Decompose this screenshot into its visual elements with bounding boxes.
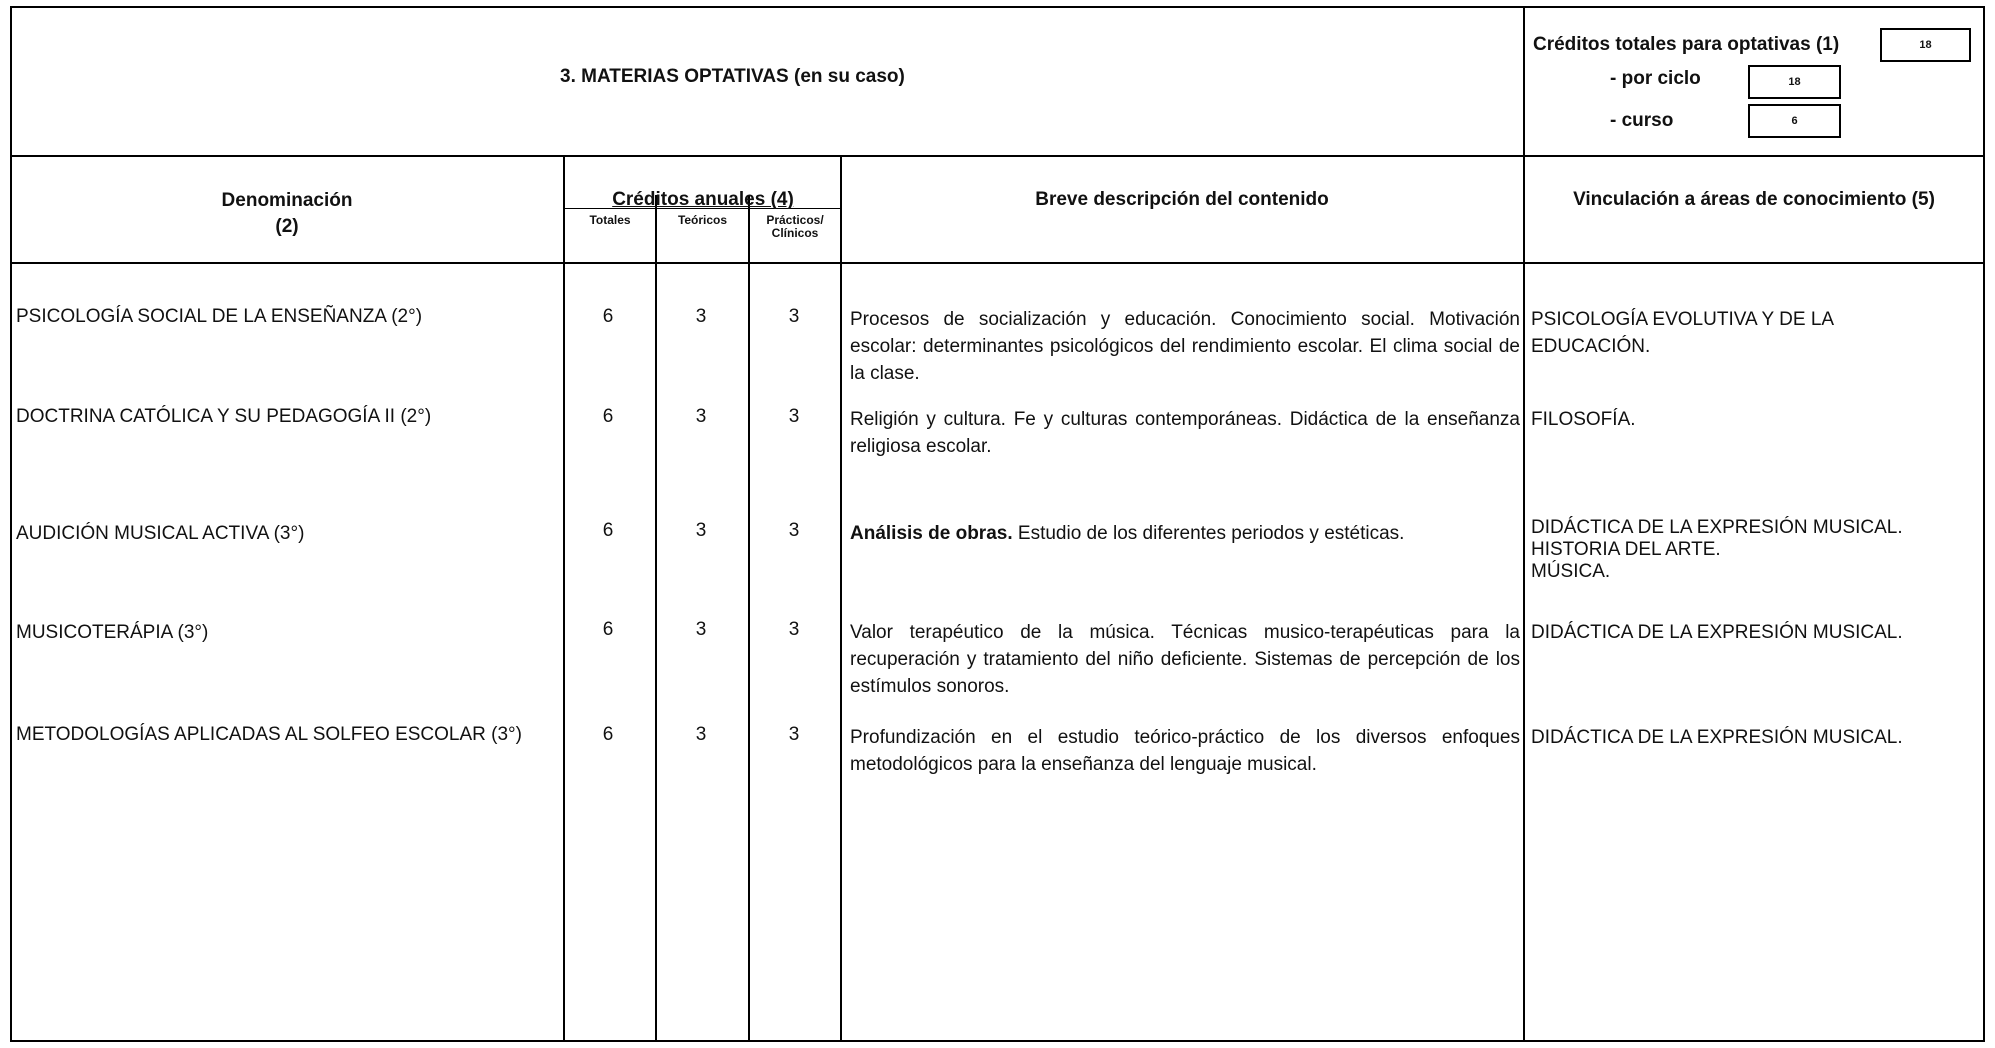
col-sep-3 xyxy=(748,195,750,1042)
row-5-practicos: 3 xyxy=(788,724,800,745)
row-2-name: DOCTRINA CATÓLICA Y SU PEDAGOGÍA II (2°) xyxy=(16,406,432,427)
row-3-description-bold: Análisis de obras. xyxy=(850,523,1013,544)
total-credits-label: Créditos totales para optativas (1) xyxy=(1533,34,1840,55)
row-4-totales: 6 xyxy=(602,619,614,640)
course-credits-value: 6 xyxy=(1748,104,1841,138)
row-5-totales: 6 xyxy=(602,724,614,745)
row-5-area: DIDÁCTICA DE LA EXPRESIÓN MUSICAL. xyxy=(1531,727,1903,748)
row-3-area-line-2: HISTORIA DEL ARTE. xyxy=(1531,539,1721,560)
header-practicos xyxy=(750,214,840,240)
header-teoricos: Teóricos xyxy=(677,213,728,227)
col-sep-2 xyxy=(655,195,657,1042)
row-4-teoricos: 3 xyxy=(695,619,707,640)
header-practicos-line1: Prácticos/ xyxy=(766,213,824,227)
frame-top xyxy=(10,6,1985,8)
header-denominacion xyxy=(12,188,562,240)
row-2-description: Religión y cultura. Fe y culturas contemporáneas. Didáctica de la enseñanza religiosa escolar. xyxy=(850,409,1520,457)
col-sep-4 xyxy=(840,157,842,1042)
row-2-area: FILOSOFÍA. xyxy=(1531,409,1636,430)
row-1-practicos: 3 xyxy=(788,306,800,327)
row-1-description: Procesos de socialización y educación. Conocimiento social. Motivación escolar: determinantes psicológicos del rendimiento escolar. El clima social de la clase. xyxy=(850,309,1520,384)
frame-left xyxy=(10,6,12,1042)
row-5-name: METODOLOGÍAS APLICADAS AL SOLFEO ESCOLAR (3°) xyxy=(16,724,522,745)
header-divider xyxy=(10,155,1985,157)
header-practicos-line2: Clínicos xyxy=(771,226,819,240)
row-3-teoricos: 3 xyxy=(695,520,707,541)
cycle-credits-label: - por ciclo xyxy=(1610,68,1701,89)
row-1-totales: 6 xyxy=(602,306,614,327)
header-denominacion-note: (2) xyxy=(275,216,299,237)
row-4-area: DIDÁCTICA DE LA EXPRESIÓN MUSICAL. xyxy=(1531,622,1903,643)
row-3-area-line-3: MÚSICA. xyxy=(1531,561,1611,582)
frame-bottom xyxy=(10,1040,1985,1042)
row-4-practicos: 3 xyxy=(788,619,800,640)
col-sep-5 xyxy=(1523,157,1525,1042)
row-4-description: Valor terapéutico de la música. Técnicas musico-terapéuticas para la recuperación y tratamiento del niño deficiente. Sistemas de percepción de los estímulos sonoros. xyxy=(850,622,1520,697)
row-2-totales: 6 xyxy=(602,406,614,427)
row-3-area-line-1: DIDÁCTICA DE LA EXPRESIÓN MUSICAL. xyxy=(1531,517,1903,538)
header-vinculacion: Vinculación a áreas de conocimiento (5) xyxy=(1573,189,1935,210)
row-1-name: PSICOLOGÍA SOCIAL DE LA ENSEÑANZA (2°) xyxy=(16,306,423,327)
header-denominacion-label: Denominación xyxy=(221,190,353,211)
row-3-totales: 6 xyxy=(602,520,614,541)
header-creditos: Créditos anuales (4) xyxy=(612,189,794,210)
row-2-practicos: 3 xyxy=(788,406,800,427)
frame-right xyxy=(1983,6,1985,1042)
table-header-divider xyxy=(10,262,1985,264)
row-3-name: AUDICIÓN MUSICAL ACTIVA (3°) xyxy=(16,523,305,544)
header-totales: Totales xyxy=(589,213,631,227)
row-3-practicos: 3 xyxy=(788,520,800,541)
row-3-description xyxy=(850,520,1520,547)
header-descripcion: Breve descripción del contenido xyxy=(1035,189,1329,210)
row-2-teoricos: 3 xyxy=(695,406,707,427)
section-title: 3. MATERIAS OPTATIVAS (en su caso) xyxy=(560,66,905,87)
header-split xyxy=(1523,6,1525,157)
row-5-description: Profundización en el estudio teórico-práctico de los diversos enfoques metodológicos para la enseñanza del lenguaje musical. xyxy=(850,727,1520,775)
row-1-teoricos: 3 xyxy=(695,306,707,327)
col-sep-1 xyxy=(563,157,565,1042)
total-credits-value: 18 xyxy=(1880,28,1971,62)
row-5-teoricos: 3 xyxy=(695,724,707,745)
course-credits-label: - curso xyxy=(1610,110,1674,131)
row-3-description-rest: Estudio de los diferentes periodos y estéticas. xyxy=(1017,523,1405,544)
row-4-name: MUSICOTERÁPIA (3°) xyxy=(16,622,209,643)
row-3-area xyxy=(1531,517,1981,583)
row-1-area: PSICOLOGÍA EVOLUTIVA Y DE LA EDUCACIÓN. xyxy=(1531,309,1834,357)
cycle-credits-value: 18 xyxy=(1748,65,1841,99)
